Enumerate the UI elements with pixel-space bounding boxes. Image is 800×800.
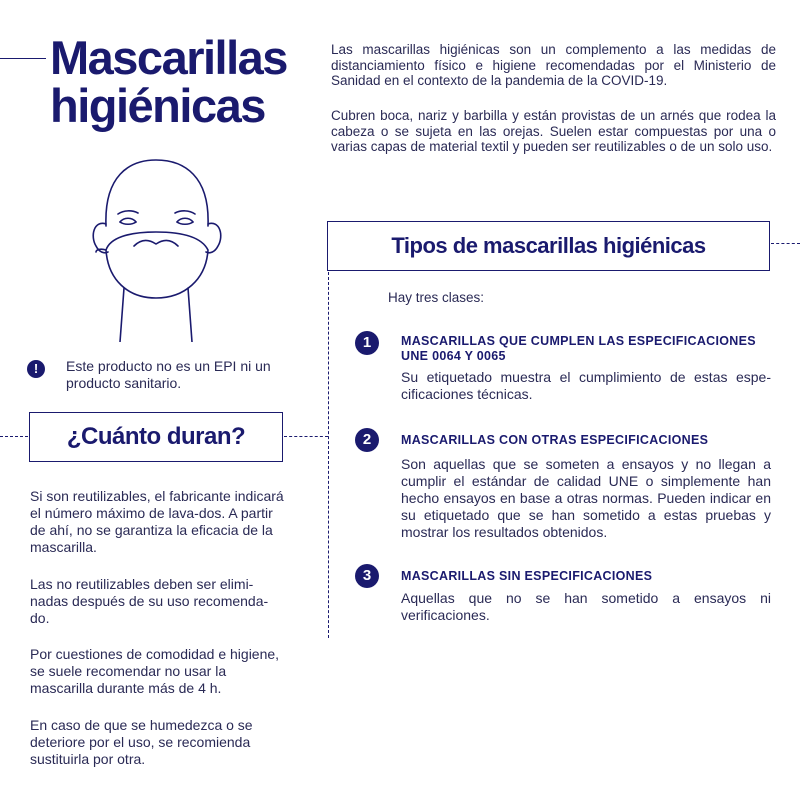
type-3-description: Aquellas que no se han sometido a ensayos ni verificaciones. [401,590,771,623]
number-3-badge: 3 [355,564,379,588]
types-right-dash [771,243,800,244]
duration-paragraph-4: En caso de que se humedezca o se deteriore por el uso, se recomienda sustituirla por otra. [30,717,253,767]
type-2-description: Son aquellas que se someten a ensayos y no llegan a cumplir el estándar de calidad UNE o simplemente han hecho ensayos en base a otras normas. Pueden indicar en su etiquetado que se han sometido a estas pruebas y mostrar los resultados obtenidos. [401,456,771,540]
duration-paragraph-1: Si son reutilizables, el fabricante indicará el número máximo de lava-dos. A partir de ahí, no se garantiza la eficacia de la mascarilla. [30,488,284,555]
type-1-description: Su etiquetado muestra el cumplimiento de estas espe-cificaciones técnicas. [401,369,771,402]
types-heading: Tipos de mascarillas higiénicas [327,221,770,271]
duration-paragraph-2: Las no reutilizables deben ser elimi-nadas después de su uso recomenda-do. [30,576,269,626]
page-title [50,31,287,132]
intro-paragraph-1: Las mascarillas higiénicas son un complemento a las medidas de distanciamiento físico e higiene recomendadas por el Ministerio de Sanidad en el contexto de la pandemia de la COVID-19. [331,42,776,88]
duration-paragraph-3: Por cuestiones de comodidad e higiene, se suele recomendar no usar la mascarilla durante más de 4 h. [30,646,280,696]
number-1-badge: 1 [355,331,379,355]
face-mask-icon [84,156,229,342]
title-line-2: higiénicas [50,79,265,132]
type-2-title: MASCARILLAS CON OTRAS ESPECIFICACIONES [401,433,709,447]
intro-paragraph-2: Cubren boca, nariz y barbilla y están provistas de un arnés que rodea la cabeza o se sujeta en las orejas. Suelen estar compuestas por una o varias capas de material textil y pueden ser reutilizables o de un solo uso. [331,108,776,154]
exclamation-icon: ! [27,360,45,378]
type-1-title: MASCARILLAS QUE CUMPLEN LAS ESPECIFICACIONES UNE 0064 Y 0065 [401,334,756,363]
types-intro: Hay tres clases: [388,290,485,305]
number-2-badge: 2 [355,428,379,452]
notice-text: Este producto no es un EPI ni un producto sanitario. [66,358,271,391]
title-line-1: Mascarillas [50,31,287,84]
type-3-title: MASCARILLAS SIN ESPECIFICACIONES [401,569,653,583]
duration-right-dash [284,436,328,437]
duration-left-dash [0,436,28,437]
duration-heading: ¿Cuánto duran? [29,412,283,462]
title-rule [0,58,46,59]
section-divider [328,272,329,638]
